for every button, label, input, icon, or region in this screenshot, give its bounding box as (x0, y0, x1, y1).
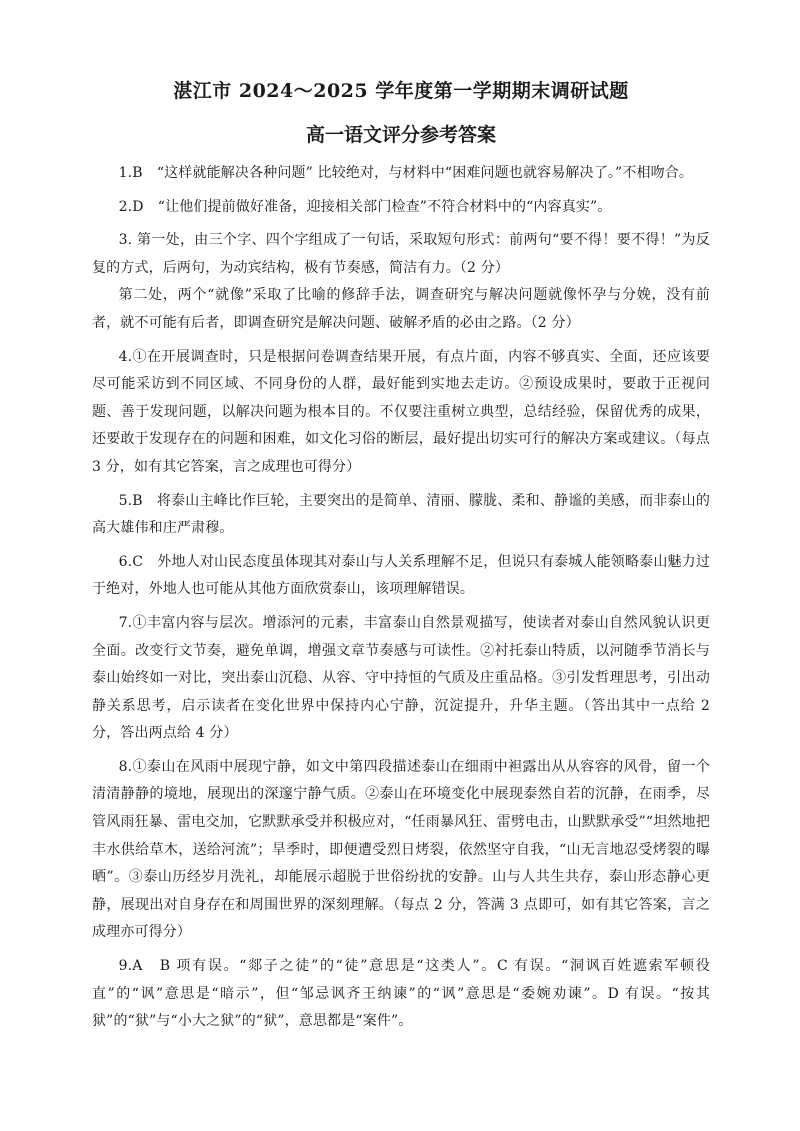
answer-2: 2.D “让他们提前做好准备，迎接相关部门检查”不符合材料中的“内容真实”。 (118, 198, 612, 215)
answer-4: 4.①在开展调查时，只是根据问卷调查结果开展，有点片面，内容不够真实、全面，还应该要尽可能采访到不同区域、不同身份的人群，最好能到实地去走访。②预设成果时，要敢于正视问题、善于发现问题，以解决问题为根本目的。不仅要注重树立典型，总结经验，保留优秀的成果，还要敢于发现存在的问题和困难，如文化习俗的断层，最好提出切实可行的解决方案或建议。（每点 3 分，如有其它答案，言之成理也可得分） (92, 348, 710, 475)
answer-6: 6.C 外地人对山民态度虽体现其对泰山与人关系理解不足，但说只有泰城人能领略泰山魅力过于绝对，外地人也可能从其他方面欣赏泰山，该项理解错误。 (92, 553, 710, 598)
answer-3-part-2: 第二处，两个“就像”采取了比喻的修辞手法，调查研究与解决问题就像怀孕与分娩，没有前者，就不可能有后者，即调查研究是解决问题、破解矛盾的必由之路。（2 分） (92, 287, 710, 331)
answer-3-part-1: 3. 第一处，由三个字、四个字组成了一句话，采取短句形式：前两句“要不得！要不得！”为反复的方式，后两句，为动宾结构，极有节奏感，简洁有力。（2 分） (92, 232, 710, 276)
document-title: 湛江市 2024～2025 学年度第一学期期末调研试题 (173, 80, 629, 102)
answer-9: 9.A B 项有误。“郯子之徒”的“徒”意思是“这类人”。C 有误。“洞讽百姓遮索军顿役直”的“讽”意思是“暗示”，但“邹忌讽齐王纳谏”的“讽”意思是“委婉劝谏”。D 有误。“按其狱”的“狱”与“小大之狱”的“狱”，意思都是“案件”。 (92, 958, 710, 1030)
answer-7: 7.①丰富内容与层次。增添河的元素，丰富泰山自然景观描写，使读者对泰山自然风貌认识更全面。改变行文节奏，避免单调，增强文章节奏感与可读性。②衬托泰山特质，以河随季节消长与泰山始终如一对比，突出泰山沉稳、从容、守中持恒的气质及庄重品格。③引发哲理思考，引出动静关系思考，启示读者在变化世界中保持内心宁静，沉淀提升，升华主题。（答出其中一点给 2 分，答出两点给 4 分） (92, 614, 710, 742)
document-subtitle: 高一语文评分参考答案 (305, 124, 496, 146)
answer-8: 8.①泰山在风雨中展现宁静，如文中第四段描述泰山在细雨中袒露出从从容容的风骨，留一个清清静静的境地，展现出的深邃宁静气质。②泰山在环境变化中展现泰然自若的沉静，在雨季，尽管风雨狂暴、雷电交加，它默默承受并积极应对，“任雨暴风狂、雷劈电击，山默默承受”“坦然地把丰水供给草木，送给河流”；旱季时，即便遭受烈日烤裂，依然坚守自我，“山无言地忍受烤裂的曝晒”。③泰山历经岁月洗礼，却能展示超脱于世俗纷扰的安静。山与人共生共存，泰山形态静心更静，展现出对自身存在和周围世界的深刻理解。（每点 2 分，答满 3 点即可，如有其它答案，言之成理亦可得分） (92, 758, 710, 941)
answer-1: 1.B “这样就能解决各种问题” 比较绝对，与材料中“困难问题也就容易解决了。”不相吻合。 (118, 165, 694, 181)
answer-5: 5.B 将泰山主峰比作巨轮，主要突出的是简单、清丽、朦胧、柔和、静谧的美感，而非泰山的高大雄伟和庄严肃穆。 (92, 492, 710, 537)
